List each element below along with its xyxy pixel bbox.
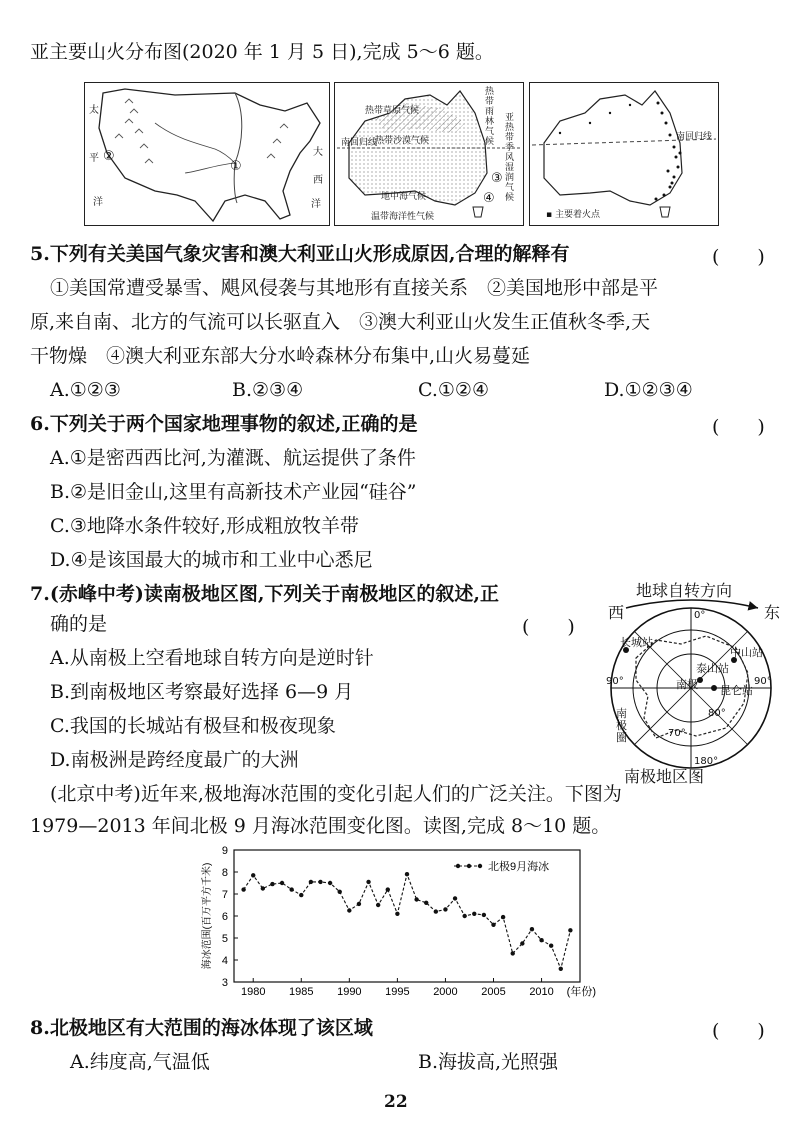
usa-label-da: 大 — [313, 147, 323, 158]
q5-line2: ①美国常遭受暴雪、飓风侵袭与其地形有直接关系 ②美国地形中部是平 — [50, 277, 659, 299]
usa-marker-2: ② — [103, 149, 115, 164]
q8-answer-paren[interactable]: ( ) — [712, 1020, 765, 1042]
q5-stem: 5.下列有关美国气象灾害和澳大利亚山火形成原因,合理的解释有 — [30, 243, 570, 265]
intro-line: 亚主要山火分布图(2020 年 1 月 5 日),完成 5～6 题。 — [30, 41, 494, 63]
intro2-line1: (北京中考)近年来,极地海冰范围的变化引起人们的广泛关注。下图为 — [50, 783, 622, 805]
climate-label-6: 地中海气候 — [381, 192, 427, 202]
q6-option-c[interactable]: C.③地降水条件较好,形成粗放牧羊带 — [50, 515, 359, 537]
climate-label-2: 热带沙漠气候 — [375, 136, 430, 146]
data-point — [309, 880, 313, 884]
q8-option-a[interactable]: A.纬度高,气温低 — [70, 1051, 210, 1073]
data-point — [251, 873, 255, 877]
y-tick-label: 3 — [221, 977, 228, 989]
data-point — [386, 887, 390, 891]
legend-label: 北极9月海冰 — [488, 861, 550, 873]
deg-80-label: 80° — [708, 708, 726, 719]
data-point — [261, 886, 265, 890]
antarctic-circle-label: 南极圈 — [616, 707, 627, 744]
legend-marker — [478, 864, 482, 868]
data-point — [347, 908, 351, 912]
y-tick-label: 9 — [221, 845, 228, 857]
data-point — [424, 901, 428, 905]
sea-ice-chart-svg — [196, 842, 596, 1006]
rotation-direction-label: 地球自转方向 — [636, 581, 733, 600]
y-tick-label: 8 — [221, 867, 228, 879]
data-point — [318, 880, 322, 884]
usa-label-yang: 洋 — [93, 197, 103, 208]
q7-option-a[interactable]: A.从南极上空看地球自转方向是逆时针 — [50, 647, 374, 669]
data-point — [520, 941, 524, 945]
climate-marker-3: ③ — [491, 171, 503, 186]
south-pole-label: 南极 — [676, 678, 698, 691]
x-axis-label: (年份) — [566, 986, 596, 998]
data-point — [270, 882, 274, 886]
q6-option-a[interactable]: A.①是密西西比河,为灌溉、航运提供了条件 — [50, 447, 416, 469]
fire-legend-icon: ▪ — [546, 210, 555, 220]
climate-label-7: 温带海洋性气候 — [371, 212, 435, 222]
usa-label-yang2: 洋 — [311, 199, 321, 210]
data-point — [414, 897, 418, 901]
kunlun-station-label: 昆仑站 — [720, 684, 753, 697]
deg-90w-label: 90° — [606, 676, 624, 687]
data-point — [491, 923, 495, 927]
zhongshan-station-label: 中山站 — [730, 646, 763, 659]
data-point — [338, 890, 342, 894]
data-point — [549, 944, 553, 948]
antarctic-map-caption: 南极地区图 — [624, 767, 705, 786]
deg-180-label: 180° — [694, 756, 719, 767]
data-point — [395, 912, 399, 916]
legend-marker — [456, 864, 460, 868]
x-tick-label: 1995 — [385, 986, 410, 998]
climate-marker-4: ④ — [483, 191, 495, 206]
y-tick-label: 6 — [221, 911, 228, 923]
data-point — [501, 915, 505, 919]
q7-answer-paren[interactable]: ( ) — [522, 616, 575, 638]
climate-label-3: 南回归线 — [341, 138, 378, 148]
q5-line3: 原,来自南、北方的气流可以长驱直入 ③澳大利亚山火发生正值秋冬季,天 — [30, 311, 651, 333]
changcheng-station-label: 长城站 — [620, 636, 653, 649]
data-point — [405, 872, 409, 876]
climate-label-4: 热带雨林气候 — [485, 87, 495, 147]
q5-option-a[interactable]: A.①②③ — [50, 379, 121, 401]
data-point — [462, 914, 466, 918]
usa-map — [84, 82, 330, 226]
aus-fire-map — [529, 82, 719, 226]
usa-label-xi: 西 — [313, 175, 323, 186]
data-point — [357, 902, 361, 906]
data-point — [376, 903, 380, 907]
q8-option-b[interactable]: B.海拔高,光照强 — [418, 1051, 559, 1073]
q7-option-d[interactable]: D.南极洲是跨经度最广的大洲 — [50, 749, 299, 771]
q5-option-d[interactable]: D.①②③④ — [604, 379, 693, 401]
east-label: 东 — [764, 603, 781, 622]
usa-label-tai: 太 — [89, 105, 99, 116]
west-label: 西 — [608, 603, 625, 622]
taishan-station-label: 泰山站 — [696, 662, 729, 675]
data-point — [434, 909, 438, 913]
q5-option-b[interactable]: B.②③④ — [232, 379, 304, 401]
aus-climate-map — [334, 82, 524, 226]
x-tick-label: 1980 — [240, 986, 266, 998]
climate-label-1: 热带草原气候 — [365, 106, 420, 116]
data-point — [511, 951, 515, 955]
data-point — [530, 927, 534, 931]
data-point — [366, 880, 370, 884]
deg-90e-label: 90° — [754, 676, 772, 687]
q5-answer-paren[interactable]: ( ) — [712, 246, 765, 268]
aus-fire-drawing — [530, 83, 718, 225]
data-point — [453, 896, 457, 900]
deg-0-label: 0° — [694, 610, 706, 621]
antarctic-map — [596, 578, 786, 786]
y-axis-label: 海冰范围(百万平方千米) — [202, 862, 213, 970]
page-number: 22 — [384, 1092, 408, 1112]
x-tick-label: 1990 — [337, 986, 362, 998]
data-point — [289, 887, 293, 891]
q6-stem: 6.下列关于两个国家地理事物的叙述,正确的是 — [30, 413, 418, 435]
data-point — [568, 928, 572, 932]
fire-legend-text: 主要着火点 — [554, 210, 600, 220]
x-tick-label: 2000 — [433, 986, 458, 998]
q5-option-c[interactable]: C.①②④ — [418, 379, 489, 401]
q5-line4: 干物燥 ④澳大利亚东部大分水岭森林分布集中,山火易蔓延 — [30, 345, 531, 367]
data-point — [328, 881, 332, 885]
intro2-line2: 1979—2013 年间北极 9 月海冰范围变化图。读图,完成 8～10 题。 — [30, 815, 611, 837]
fire-legend — [546, 207, 600, 220]
sea-ice-chart — [196, 842, 596, 1006]
q6-option-d[interactable]: D.④是该国最大的城市和工业中心悉尼 — [50, 549, 373, 571]
data-point — [539, 938, 543, 942]
data-point — [482, 913, 486, 917]
y-tick-label: 5 — [221, 933, 228, 945]
usa-marker-1: ① — [230, 159, 242, 174]
q8-stem: 8.北极地区有大范围的海冰体现了该区域 — [30, 1017, 373, 1039]
climate-label-5: 亚热带季风湿润气候 — [505, 113, 515, 203]
x-tick-label: 2010 — [529, 986, 554, 998]
data-point — [299, 893, 303, 897]
data-point — [472, 912, 476, 916]
q6-answer-paren[interactable]: ( ) — [712, 416, 765, 438]
data-point — [241, 887, 245, 891]
data-point — [280, 881, 284, 885]
x-tick-label: 1985 — [289, 986, 314, 998]
q7-stem2: 确的是 — [50, 613, 108, 635]
usa-map-drawing — [85, 83, 329, 225]
q7-stem: 7.(赤峰中考)读南极地区图,下列关于南极地区的叙述,正 — [30, 583, 500, 605]
y-tick-label: 4 — [221, 955, 228, 967]
q7-option-b[interactable]: B.到南极地区考察最好选择 6—9 月 — [50, 681, 354, 703]
x-tick-label: 2005 — [481, 986, 506, 998]
legend-marker — [467, 864, 471, 868]
q7-option-c[interactable]: C.我国的长城站有极昼和极夜现象 — [50, 715, 336, 737]
deg-70-label: 70° — [668, 728, 686, 739]
y-tick-label: 7 — [221, 889, 228, 901]
usa-label-ping: 平 — [89, 153, 99, 164]
fire-tropic-label: 南回归线 — [676, 132, 713, 142]
q6-option-b[interactable]: B.②是旧金山,这里有高新技术产业园“硅谷” — [50, 481, 417, 503]
data-point — [559, 967, 563, 971]
data-point — [443, 907, 447, 911]
